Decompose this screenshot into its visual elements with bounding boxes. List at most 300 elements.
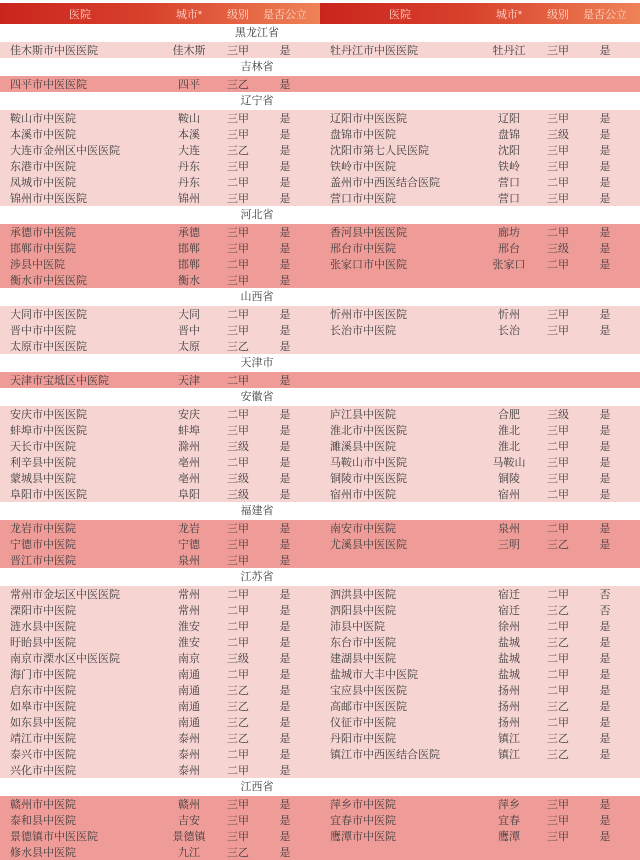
hospital-name-cell: 马鞍山市中医院: [330, 457, 407, 469]
hospital-name-cell: 忻州市中医医院: [330, 309, 407, 321]
row-half: [320, 682, 640, 698]
level-cell: 三甲: [547, 193, 569, 205]
row-half: [320, 256, 640, 272]
table-row: [0, 142, 640, 158]
city-cell: 廊坊: [498, 227, 520, 239]
row-half: [0, 698, 320, 714]
hospital-name-cell: 安庆市中医医院: [10, 409, 87, 421]
hospital-name-cell: 泰兴市中医院: [10, 749, 76, 761]
public-cell: 是: [599, 309, 611, 321]
hospital-name-cell: 宜春市中医院: [330, 815, 396, 827]
public-cell: 是: [279, 325, 291, 337]
hospital-name-cell: 鹰潭市中医院: [330, 831, 396, 843]
row-half: [0, 634, 320, 650]
city-cell: 鹰潭: [498, 831, 520, 843]
row-half: [0, 338, 320, 354]
city-cell: 宁德: [178, 539, 200, 551]
level-cell: 二甲: [547, 177, 569, 189]
row-half: [0, 714, 320, 730]
row-half: [320, 746, 640, 762]
level-cell: 三甲: [547, 799, 569, 811]
level-cell: 二甲: [227, 621, 249, 633]
row-half: [320, 618, 640, 634]
table-header-row: [0, 3, 640, 24]
public-cell: 是: [599, 227, 611, 239]
public-cell: 是: [599, 701, 611, 713]
row-half: [0, 730, 320, 746]
table-row: [0, 762, 640, 778]
row-half: [320, 158, 640, 174]
hospital-name-cell: 阜阳市中医医院: [10, 489, 87, 501]
row-half: [320, 240, 640, 256]
public-cell: 是: [599, 621, 611, 633]
city-cell: 张家口: [492, 259, 526, 271]
hospital-name-cell: 牡丹江市中医医院: [330, 45, 418, 57]
hospital-name-cell: 晋江市中医院: [10, 555, 76, 567]
public-cell: 是: [599, 669, 611, 681]
hospital-name-cell: 涟水县中医院: [10, 621, 76, 633]
city-cell: 阜阳: [178, 489, 200, 501]
row-half: [320, 520, 640, 536]
city-cell: 邯郸: [178, 243, 200, 255]
level-cell: 三乙: [547, 539, 569, 551]
public-cell: 是: [599, 145, 611, 157]
row-half: [320, 142, 640, 158]
public-cell: 否: [599, 605, 611, 617]
hospital-name-cell: 泗阳县中医院: [330, 605, 396, 617]
public-cell: 是: [279, 489, 291, 501]
row-half: [0, 322, 320, 338]
public-cell: 是: [279, 441, 291, 453]
header-level: 级别: [227, 8, 249, 21]
hospital-name-cell: 龙岩市中医院: [10, 523, 76, 535]
table-row: [0, 618, 640, 634]
public-cell: 是: [279, 799, 291, 811]
hospital-name-cell: 常州市金坛区中医医院: [10, 589, 120, 601]
table-row: [0, 552, 640, 568]
row-half: [320, 586, 640, 602]
level-cell: 三级: [547, 243, 569, 255]
row-half: [0, 438, 320, 454]
table-row: [0, 714, 640, 730]
level-cell: 二甲: [547, 717, 569, 729]
public-cell: 是: [279, 409, 291, 421]
table-row: [0, 682, 640, 698]
public-cell: 是: [279, 653, 291, 665]
hospital-name-cell: 盘锦市中医院: [330, 129, 396, 141]
level-cell: 三甲: [547, 145, 569, 157]
public-cell: 是: [599, 815, 611, 827]
city-cell: 南通: [178, 669, 200, 681]
city-cell: 镇江: [498, 733, 520, 745]
public-cell: 是: [279, 309, 291, 321]
public-cell: 是: [279, 375, 291, 387]
row-half: [0, 602, 320, 618]
hospital-name-cell: 沈阳市第七人民医院: [330, 145, 429, 157]
row-half: [0, 470, 320, 486]
level-cell: 三乙: [547, 637, 569, 649]
table-row: [0, 272, 640, 288]
public-cell: 是: [279, 669, 291, 681]
hospital-name-cell: 四平市中医医院: [10, 79, 87, 91]
public-cell: 是: [279, 275, 291, 287]
province-header: 山西省: [0, 288, 514, 306]
row-half: [320, 730, 640, 746]
row-half: [320, 828, 640, 844]
level-cell: 三乙: [227, 341, 249, 353]
row-half: [0, 190, 320, 206]
row-half: [320, 76, 640, 92]
level-cell: 三级: [547, 409, 569, 421]
city-cell: 邯郸: [178, 259, 200, 271]
hospital-name-cell: 丹阳市中医院: [330, 733, 396, 745]
city-cell: 泰州: [178, 733, 200, 745]
table-row: [0, 812, 640, 828]
level-cell: 三乙: [227, 701, 249, 713]
public-cell: 是: [279, 765, 291, 777]
level-cell: 三甲: [227, 193, 249, 205]
city-cell: 大同: [178, 309, 200, 321]
row-half: [320, 634, 640, 650]
level-cell: 二甲: [227, 309, 249, 321]
level-cell: 三甲: [547, 473, 569, 485]
hospital-name-cell: 锦州市中医医院: [10, 193, 87, 205]
hospital-name-cell: 邯郸市中医院: [10, 243, 76, 255]
hospital-name-cell: 本溪市中医院: [10, 129, 76, 141]
public-cell: 是: [599, 129, 611, 141]
public-cell: 是: [279, 621, 291, 633]
table-row: [0, 796, 640, 812]
public-cell: 是: [279, 113, 291, 125]
level-cell: 三乙: [227, 717, 249, 729]
level-cell: 三甲: [547, 309, 569, 321]
level-cell: 三乙: [547, 749, 569, 761]
city-cell: 营口: [498, 193, 520, 205]
level-cell: 三甲: [547, 161, 569, 173]
public-cell: 是: [599, 177, 611, 189]
level-cell: 二甲: [547, 441, 569, 453]
level-cell: 三甲: [227, 275, 249, 287]
level-cell: 三乙: [227, 847, 249, 859]
row-half: [0, 552, 320, 568]
public-cell: 是: [279, 701, 291, 713]
level-cell: 三级: [547, 129, 569, 141]
header-level: 级别: [547, 8, 569, 21]
header-city: 城市*: [175, 8, 203, 21]
level-cell: 三乙: [227, 733, 249, 745]
city-cell: 锦州: [178, 193, 200, 205]
row-half: [0, 666, 320, 682]
city-cell: 景德镇: [172, 831, 206, 843]
city-cell: 安庆: [178, 409, 200, 421]
row-half: [0, 746, 320, 762]
public-cell: 是: [279, 193, 291, 205]
level-cell: 三乙: [547, 701, 569, 713]
city-cell: 本溪: [178, 129, 200, 141]
hospital-name-cell: 晋中市中医院: [10, 325, 76, 337]
public-cell: 是: [599, 325, 611, 337]
hospital-name-cell: 铜陵市中医医院: [330, 473, 407, 485]
table-row: [0, 306, 640, 322]
hospital-name-cell: 东港市中医院: [10, 161, 76, 173]
table-row: [0, 486, 640, 502]
level-cell: 三甲: [547, 831, 569, 843]
city-cell: 马鞍山: [492, 457, 526, 469]
hospital-name-cell: 高邮市中医医院: [330, 701, 407, 713]
public-cell: 是: [279, 733, 291, 745]
city-cell: 长治: [498, 325, 520, 337]
public-cell: 是: [279, 145, 291, 157]
public-cell: 是: [279, 847, 291, 859]
level-cell: 二甲: [547, 685, 569, 697]
hospital-name-cell: 宁德市中医院: [10, 539, 76, 551]
level-cell: 三甲: [547, 325, 569, 337]
hospital-name-cell: 濉溪县中医院: [330, 441, 396, 453]
row-half: [320, 698, 640, 714]
city-cell: 淮安: [178, 637, 200, 649]
table-row: [0, 338, 640, 354]
level-cell: 二甲: [547, 653, 569, 665]
public-cell: 是: [599, 637, 611, 649]
level-cell: 三甲: [547, 45, 569, 57]
hospital-name-cell: 沛县中医院: [330, 621, 385, 633]
level-cell: 三乙: [547, 733, 569, 745]
level-cell: 二甲: [227, 669, 249, 681]
header-hospital: 医院: [69, 8, 91, 21]
city-cell: 营口: [498, 177, 520, 189]
public-cell: 是: [279, 523, 291, 535]
public-cell: 是: [599, 113, 611, 125]
table-row: [0, 470, 640, 486]
public-cell: 是: [599, 717, 611, 729]
city-cell: 常州: [178, 605, 200, 617]
level-cell: 三乙: [227, 79, 249, 91]
public-cell: 是: [279, 227, 291, 239]
public-cell: 是: [599, 539, 611, 551]
city-cell: 盐城: [498, 637, 520, 649]
table-header-left-half: [0, 3, 320, 24]
level-cell: 三甲: [227, 113, 249, 125]
public-cell: 是: [279, 539, 291, 551]
table-row: [0, 666, 640, 682]
row-half: [320, 470, 640, 486]
row-half: [0, 422, 320, 438]
level-cell: 三甲: [547, 425, 569, 437]
row-half: [0, 454, 320, 470]
row-half: [0, 240, 320, 256]
row-half: [320, 486, 640, 502]
level-cell: 三甲: [227, 555, 249, 567]
hospital-name-cell: 兴化市中医院: [10, 765, 76, 777]
row-half: [0, 650, 320, 666]
row-half: [320, 602, 640, 618]
hospital-name-cell: 长治市中医院: [330, 325, 396, 337]
city-cell: 泉州: [178, 555, 200, 567]
city-cell: 沈阳: [498, 145, 520, 157]
hospital-name-cell: 东台市中医院: [330, 637, 396, 649]
city-cell: 忻州: [498, 309, 520, 321]
province-header: 黑龙江省: [0, 24, 514, 42]
table-row: [0, 256, 640, 272]
hospital-name-cell: 承德市中医院: [10, 227, 76, 239]
table-row: [0, 698, 640, 714]
level-cell: 三级: [227, 441, 249, 453]
hospital-name-cell: 营口市中医院: [330, 193, 396, 205]
city-cell: 大连: [178, 145, 200, 157]
row-half: [0, 828, 320, 844]
hospital-name-cell: 辽阳市中医医院: [330, 113, 407, 125]
table-row: [0, 240, 640, 256]
city-cell: 丹东: [178, 177, 200, 189]
level-cell: 三甲: [227, 425, 249, 437]
table-header-right-half: [320, 3, 640, 24]
city-cell: 镇江: [498, 749, 520, 761]
public-cell: 是: [599, 425, 611, 437]
row-half: [320, 844, 640, 860]
row-half: [320, 762, 640, 778]
city-cell: 淮北: [498, 441, 520, 453]
city-cell: 南通: [178, 701, 200, 713]
hospital-name-cell: 淮北市中医医院: [330, 425, 407, 437]
header-hospital: 医院: [389, 8, 411, 21]
hospital-name-cell: 镇江市中西医结合医院: [330, 749, 440, 761]
hospital-name-cell: 萍乡市中医院: [330, 799, 396, 811]
city-cell: 滁州: [178, 441, 200, 453]
hospital-name-cell: 如皋市中医院: [10, 701, 76, 713]
public-cell: 是: [279, 341, 291, 353]
hospital-name-cell: 涉县中医院: [10, 259, 65, 271]
table-row: [0, 422, 640, 438]
row-half: [0, 306, 320, 322]
hospital-name-cell: 南安市中医院: [330, 523, 396, 535]
level-cell: 三甲: [227, 325, 249, 337]
city-cell: 淮北: [498, 425, 520, 437]
city-cell: 太原: [178, 341, 200, 353]
city-cell: 铁岭: [498, 161, 520, 173]
city-cell: 鞍山: [178, 113, 200, 125]
hospital-name-cell: 如东县中医院: [10, 717, 76, 729]
public-cell: 是: [279, 259, 291, 271]
city-cell: 吉安: [178, 815, 200, 827]
public-cell: 是: [599, 243, 611, 255]
header-public: 是否公立: [583, 8, 627, 21]
public-cell: 是: [599, 161, 611, 173]
level-cell: 三甲: [547, 457, 569, 469]
province-header: 江西省: [0, 778, 514, 796]
table-row: [0, 372, 640, 388]
level-cell: 二甲: [547, 259, 569, 271]
hospital-name-cell: 建湖县中医院: [330, 653, 396, 665]
hospital-name-cell: 鞍山市中医院: [10, 113, 76, 125]
province-header: 天津市: [0, 354, 514, 372]
row-half: [320, 372, 640, 388]
row-half: [320, 650, 640, 666]
hospital-name-cell: 宝应县中医医院: [330, 685, 407, 697]
row-half: [0, 812, 320, 828]
level-cell: 三甲: [227, 45, 249, 57]
row-half: [320, 812, 640, 828]
row-half: [0, 256, 320, 272]
hospital-name-cell: 景德镇市中医医院: [10, 831, 98, 843]
public-cell: 是: [599, 799, 611, 811]
city-cell: 萍乡: [498, 799, 520, 811]
table-row: [0, 322, 640, 338]
city-cell: 亳州: [178, 457, 200, 469]
public-cell: 是: [599, 653, 611, 665]
level-cell: 三级: [227, 653, 249, 665]
city-cell: 亳州: [178, 473, 200, 485]
city-cell: 九江: [178, 847, 200, 859]
hospital-name-cell: 蒙城县中医院: [10, 473, 76, 485]
public-cell: 是: [279, 129, 291, 141]
city-cell: 三明: [498, 539, 520, 551]
row-half: [0, 486, 320, 502]
province-header: 江苏省: [0, 568, 514, 586]
hospital-name-cell: 庐江县中医院: [330, 409, 396, 421]
row-half: [320, 422, 640, 438]
public-cell: 是: [599, 685, 611, 697]
city-cell: 扬州: [498, 717, 520, 729]
public-cell: 是: [279, 555, 291, 567]
level-cell: 二甲: [227, 457, 249, 469]
hospital-name-cell: 启东市中医院: [10, 685, 76, 697]
public-cell: 是: [599, 473, 611, 485]
hospital-name-cell: 利辛县中医院: [10, 457, 76, 469]
city-cell: 泰州: [178, 765, 200, 777]
city-cell: 淮安: [178, 621, 200, 633]
level-cell: 三甲: [227, 831, 249, 843]
row-half: [320, 666, 640, 682]
city-cell: 扬州: [498, 685, 520, 697]
row-half: [320, 110, 640, 126]
hospital-name-cell: 香河县中医医院: [330, 227, 407, 239]
city-cell: 蚌埠: [178, 425, 200, 437]
city-cell: 盘锦: [498, 129, 520, 141]
hospital-name-cell: 宿州市中医院: [330, 489, 396, 501]
public-cell: 是: [599, 193, 611, 205]
level-cell: 二甲: [227, 409, 249, 421]
city-cell: 扬州: [498, 701, 520, 713]
public-cell: 是: [599, 259, 611, 271]
city-cell: 赣州: [178, 799, 200, 811]
hospital-name-cell: 太原市中医医院: [10, 341, 87, 353]
level-cell: 二甲: [227, 749, 249, 761]
level-cell: 二甲: [547, 669, 569, 681]
row-half: [320, 552, 640, 568]
hospital-name-cell: 衡水市中医医院: [10, 275, 87, 287]
public-cell: 是: [279, 831, 291, 843]
city-cell: 丹东: [178, 161, 200, 173]
public-cell: 是: [599, 441, 611, 453]
public-cell: 是: [599, 457, 611, 469]
hospital-name-cell: 仪征市中医院: [330, 717, 396, 729]
row-half: [320, 454, 640, 470]
row-half: [0, 762, 320, 778]
public-cell: 是: [279, 749, 291, 761]
level-cell: 三甲: [227, 815, 249, 827]
row-half: [0, 520, 320, 536]
public-cell: 是: [279, 425, 291, 437]
level-cell: 三甲: [227, 523, 249, 535]
level-cell: 三甲: [547, 113, 569, 125]
level-cell: 二甲: [547, 589, 569, 601]
table-row: [0, 454, 640, 470]
public-cell: 是: [599, 733, 611, 745]
row-half: [0, 796, 320, 812]
row-half: [0, 142, 320, 158]
row-half: [320, 438, 640, 454]
hospital-name-cell: 海门市中医院: [10, 669, 76, 681]
